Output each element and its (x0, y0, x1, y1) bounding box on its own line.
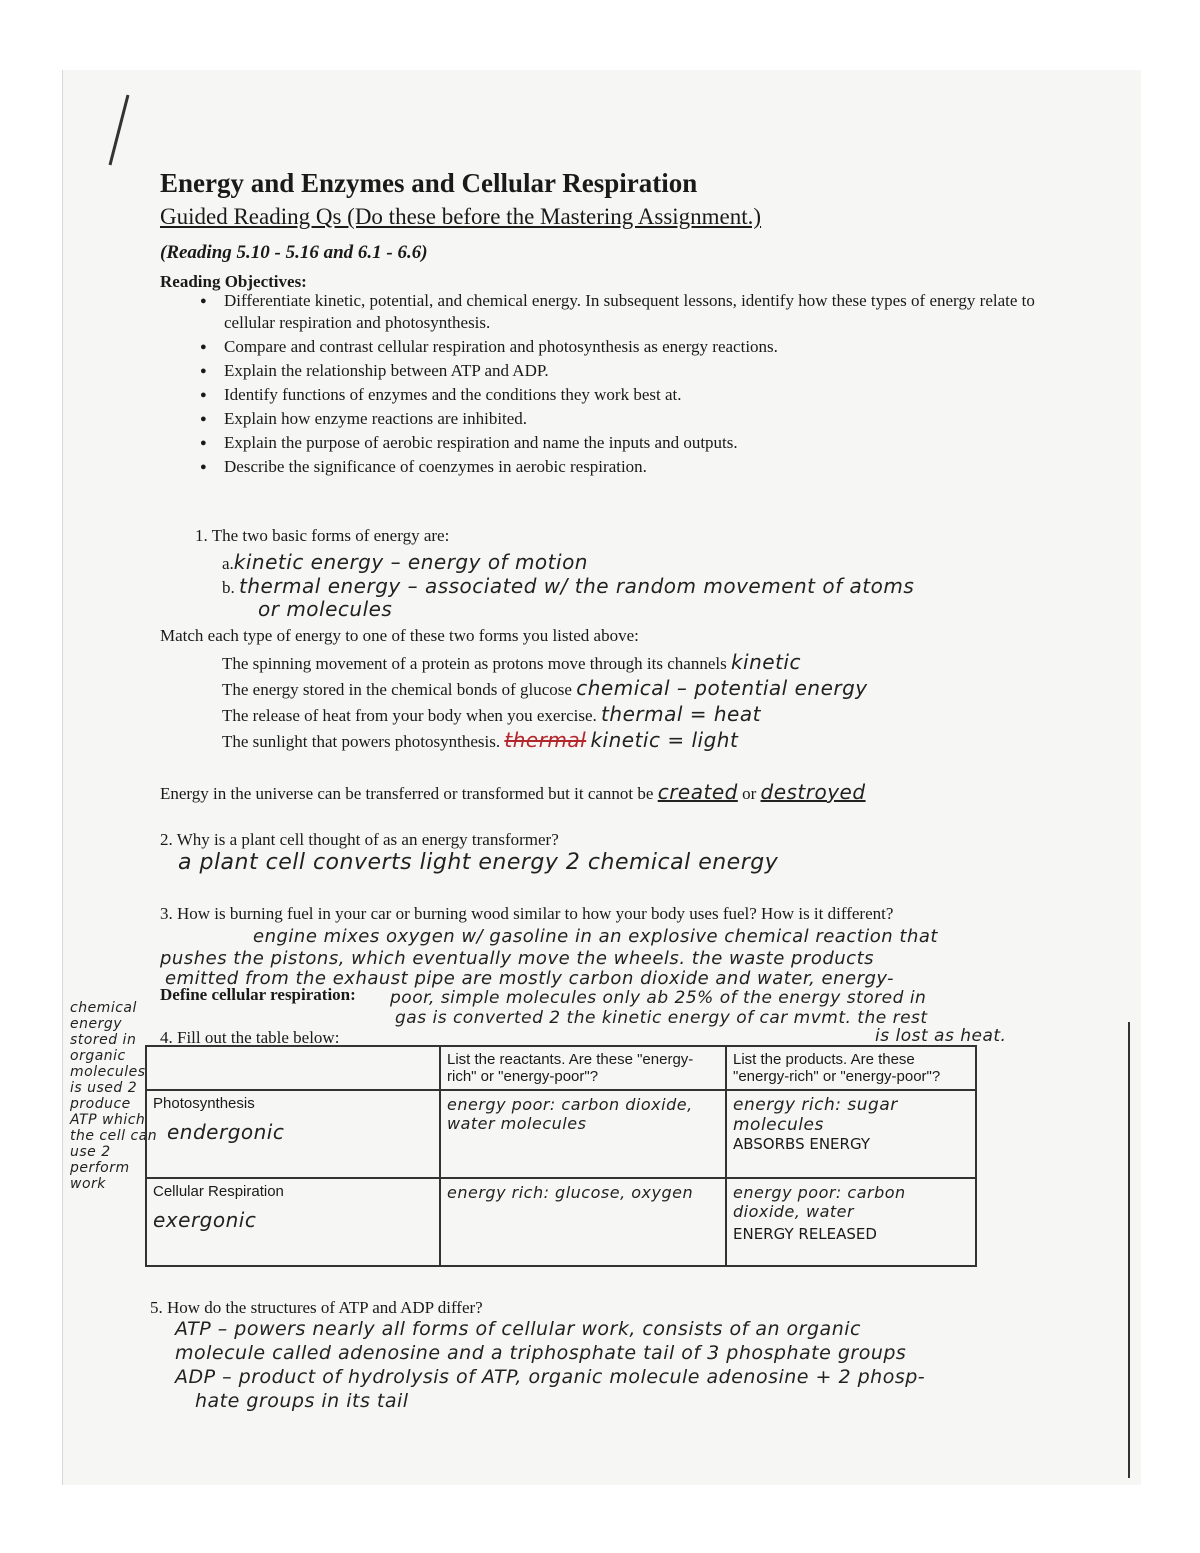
q5-answer-line: molecule called adenosine and a triphosphate tail of 3 phosphate groups (175, 1342, 907, 1364)
q1-b-line (222, 574, 914, 598)
q3-answer-line: pushes the pistons, which eventually move the wheels. the waste products (160, 948, 875, 969)
match-prompt: The spinning movement of a protein as protons move through its channels (222, 654, 727, 673)
q5-answer-line: hate groups in its tail (195, 1390, 409, 1412)
q3-prompt: 3. How is burning fuel in your car or burning wood similar to how your body uses fuel? How is it different? (160, 904, 894, 923)
objective-item: ● Differentiate kinetic, potential, and chemical energy. In subsequent lessons, identify how these types of energy relate to cellular respiration and photosynthesis. (200, 290, 1060, 334)
table-header-cell: List the reactants. Are these "energy-rich" or "energy-poor"? (440, 1046, 726, 1090)
page-title: Energy and Enzymes and Cellular Respiration (160, 168, 698, 198)
match-answer: kinetic = light (590, 728, 739, 752)
products-cell (726, 1178, 976, 1266)
products-answer: energy poor: carbon dioxide, water (733, 1183, 906, 1221)
objective-item: ● Explain the relationship between ATP and ADP. (200, 360, 1060, 382)
q4-table (145, 1045, 977, 1267)
q3-answer-line: gas is converted 2 the kinetic energy of car mvmt. the rest (395, 1008, 928, 1028)
objective-item: ● Explain how enzyme reactions are inhibited. (200, 408, 1060, 430)
objectives-heading: Reading Objectives: (160, 272, 307, 291)
match-answer: kinetic (730, 650, 801, 674)
energy-law-line (160, 780, 866, 804)
match-prompt: The release of heat from your body when you exercise. (222, 706, 597, 725)
q2-prompt: 2. Why is a plant cell thought of as an energy transformer? (160, 830, 559, 849)
q2-answer: a plant cell converts light energy 2 chemical energy (178, 850, 779, 875)
products-note: ABSORBS ENERGY (733, 1135, 870, 1153)
energy-law-blank-1: created (657, 780, 738, 804)
define-answer: chemical energy stored in organic molecules is used 2 produce ATP which the cell can use 2 perform work (70, 1000, 158, 1192)
match-heading: Match each type of energy to one of these two forms you listed above: (160, 626, 639, 645)
q4-prompt: 4. Fill out the table below: (160, 1028, 340, 1047)
table-row (146, 1178, 976, 1266)
q1-b-answer-cont: or molecules (258, 597, 393, 621)
define-label: Define cellular respiration: (160, 985, 356, 1004)
reaction-type: endergonic (167, 1120, 285, 1144)
q5-answer-line: ATP – powers nearly all forms of cellular work, consists of an organic (175, 1318, 861, 1340)
energy-law-blank-2: destroyed (760, 780, 866, 804)
row-label: Cellular Respiration (153, 1183, 284, 1200)
energy-law-or: or (742, 784, 757, 803)
objective-item: ● Identify functions of enzymes and the conditions they work best at. (200, 384, 1060, 406)
products-cell (726, 1090, 976, 1178)
reactants-cell: energy rich: glucose, oxygen (440, 1178, 726, 1266)
q1-a-prefix: a. (222, 554, 234, 573)
objective-item: ● Describe the significance of coenzymes in aerobic respiration. (200, 456, 1060, 478)
objective-item: ● Compare and contrast cellular respiration and photosynthesis as energy reactions. (200, 336, 1060, 358)
objectives-list (200, 290, 1060, 480)
table-cell (146, 1090, 440, 1178)
table-header-cell (146, 1046, 440, 1090)
table-cell (146, 1178, 440, 1266)
q3-answer-line: poor, simple molecules only ab 25% of the energy stored in (390, 988, 927, 1008)
products-answer: energy rich: sugar molecules (733, 1095, 898, 1135)
row-label: Photosynthesis (153, 1095, 255, 1112)
reading-range: (Reading 5.10 - 5.16 and 6.1 - 6.6) (160, 242, 428, 263)
page-subtitle: Guided Reading Qs (Do these before the Mastering Assignment.) (160, 204, 762, 229)
match-answer: chemical – potential energy (576, 676, 868, 700)
table-header-row (146, 1046, 976, 1090)
q1-a-line (222, 550, 588, 574)
match-item (222, 676, 868, 700)
table-header-cell: List the products. Are these "energy-rich" or "energy-poor"? (726, 1046, 976, 1090)
crossed-out-answer: thermal (504, 728, 587, 752)
reaction-type: exergonic (153, 1208, 257, 1232)
match-answer: thermal = heat (601, 702, 761, 726)
q3-answer-line: engine mixes oxygen w/ gasoline in an explosive chemical reaction that (253, 926, 938, 947)
q3-answer-line: emitted from the exhaust pipe are mostly carbon dioxide and water, energy- (165, 968, 894, 989)
page-edge-line (1128, 1022, 1130, 1478)
q5-answer-line: ADP – product of hydrolysis of ATP, organic molecule adenosine + 2 phosp- (175, 1366, 926, 1388)
q3-answer-line: is lost as heat. (875, 1026, 1007, 1046)
q1-b-answer: thermal energy – associated w/ the random movement of atoms (239, 574, 915, 598)
table-row (146, 1090, 976, 1178)
products-note: ENERGY RELEASED (733, 1225, 877, 1243)
match-item (222, 702, 761, 726)
match-prompt: The sunlight that powers photosynthesis. (222, 732, 501, 751)
objective-item: ● Explain the purpose of aerobic respiration and name the inputs and outputs. (200, 432, 1060, 454)
energy-law-text: Energy in the universe can be transferred or transformed but it cannot be (160, 784, 654, 803)
match-item (222, 650, 801, 674)
q1-b-prefix: b. (222, 578, 235, 597)
reactants-cell: energy poor: carbon dioxide, water molecules (440, 1090, 726, 1178)
match-item (222, 728, 738, 752)
q1-a-answer: kinetic energy – energy of motion (233, 550, 588, 574)
pen-stroke-mark (98, 90, 138, 170)
q5-prompt: 5. How do the structures of ATP and ADP differ? (150, 1298, 483, 1317)
match-prompt: The energy stored in the chemical bonds of glucose (222, 680, 572, 699)
q1-prompt: 1. The two basic forms of energy are: (195, 526, 450, 545)
